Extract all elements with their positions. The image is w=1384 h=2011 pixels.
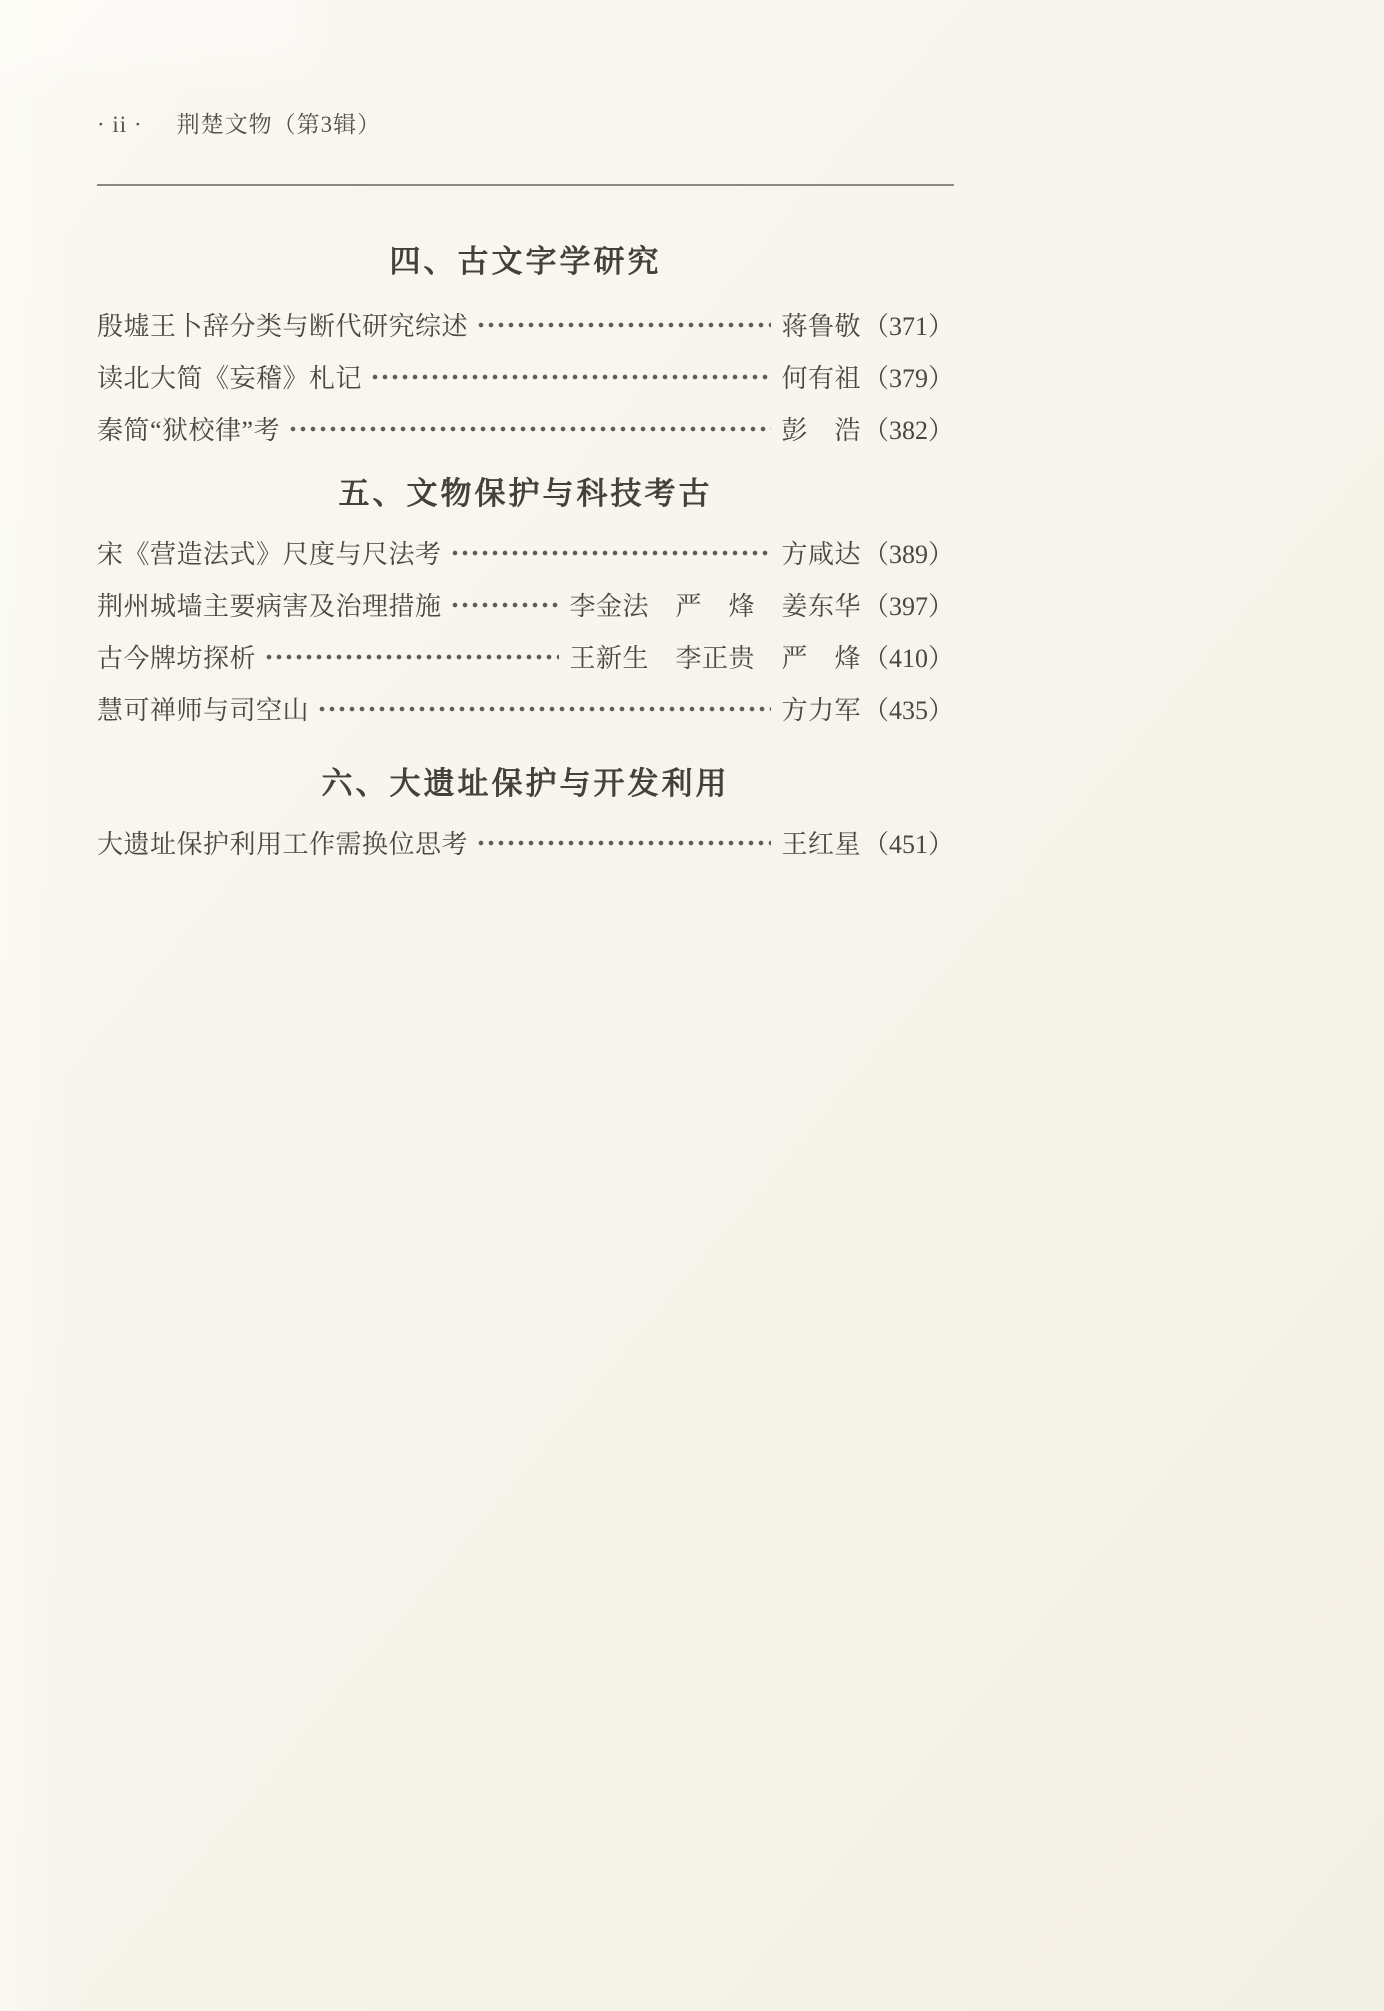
entry-page-number: （382） xyxy=(862,415,954,445)
entry-page-number: （389） xyxy=(862,539,954,569)
entry-page-number: （379） xyxy=(862,363,954,393)
toc-section-4 xyxy=(97,238,954,454)
folio-page-number: · ii · xyxy=(97,112,143,137)
dot-leader xyxy=(448,592,560,618)
toc-entry xyxy=(97,350,954,402)
entry-title: 大遗址保护利用工作需换位思考 xyxy=(97,829,469,859)
entry-authors: 王红星 xyxy=(781,829,861,859)
entry-page-number: （435） xyxy=(862,695,954,725)
entry-title: 宋《营造法式》尺度与尺法考 xyxy=(97,539,442,569)
entry-authors: 李金法 严 烽 姜东华 xyxy=(569,591,861,621)
toc-entry xyxy=(97,578,954,630)
dot-leader xyxy=(448,540,772,566)
toc-section-6 xyxy=(97,760,954,868)
toc-entry xyxy=(97,402,954,454)
dot-leader xyxy=(474,312,771,338)
entry-page-number: （451） xyxy=(862,829,954,859)
toc-entry xyxy=(97,630,954,682)
entry-title: 殷墟王卜辞分类与断代研究综述 xyxy=(97,311,469,341)
dot-leader xyxy=(315,696,771,722)
header-rule xyxy=(97,184,954,186)
entry-page-number: （397） xyxy=(862,591,954,621)
entry-authors: 何有祖 xyxy=(781,363,861,393)
entry-authors: 方咸达 xyxy=(781,539,861,569)
entry-page-number: （410） xyxy=(862,643,954,673)
toc-entry xyxy=(97,682,954,734)
entry-authors: 蒋鲁敬 xyxy=(781,311,861,341)
entry-page-number: （371） xyxy=(862,311,954,341)
dot-leader xyxy=(368,364,771,390)
toc-section-5 xyxy=(97,470,954,734)
dot-leader xyxy=(262,644,559,670)
section-title: 五、文物保护与科技考古 xyxy=(338,476,713,511)
toc-content xyxy=(0,0,1384,868)
entry-title: 读北大简《妄稽》札记 xyxy=(97,363,363,393)
running-head xyxy=(97,106,954,136)
section-title: 六、大遗址保护与开发利用 xyxy=(321,766,730,801)
toc-entry xyxy=(97,526,954,578)
entry-title: 慧可禅师与司空山 xyxy=(97,695,310,725)
entry-authors: 王新生 李正贵 严 烽 xyxy=(569,643,861,673)
entry-title: 荆州城墙主要病害及治理措施 xyxy=(97,591,442,621)
entry-title: 古今牌坊探析 xyxy=(97,643,257,673)
entry-title: 秦简“狱校律”考 xyxy=(97,415,281,445)
toc-entry xyxy=(97,816,954,868)
book-title: 荆楚文物（第3辑） xyxy=(176,112,382,137)
toc-entry xyxy=(97,298,954,350)
dot-leader xyxy=(474,830,771,856)
entry-authors: 方力军 xyxy=(781,695,861,725)
dot-leader xyxy=(286,416,771,442)
section-title: 四、古文字学研究 xyxy=(389,244,662,279)
entry-authors: 彭 浩 xyxy=(781,415,861,445)
